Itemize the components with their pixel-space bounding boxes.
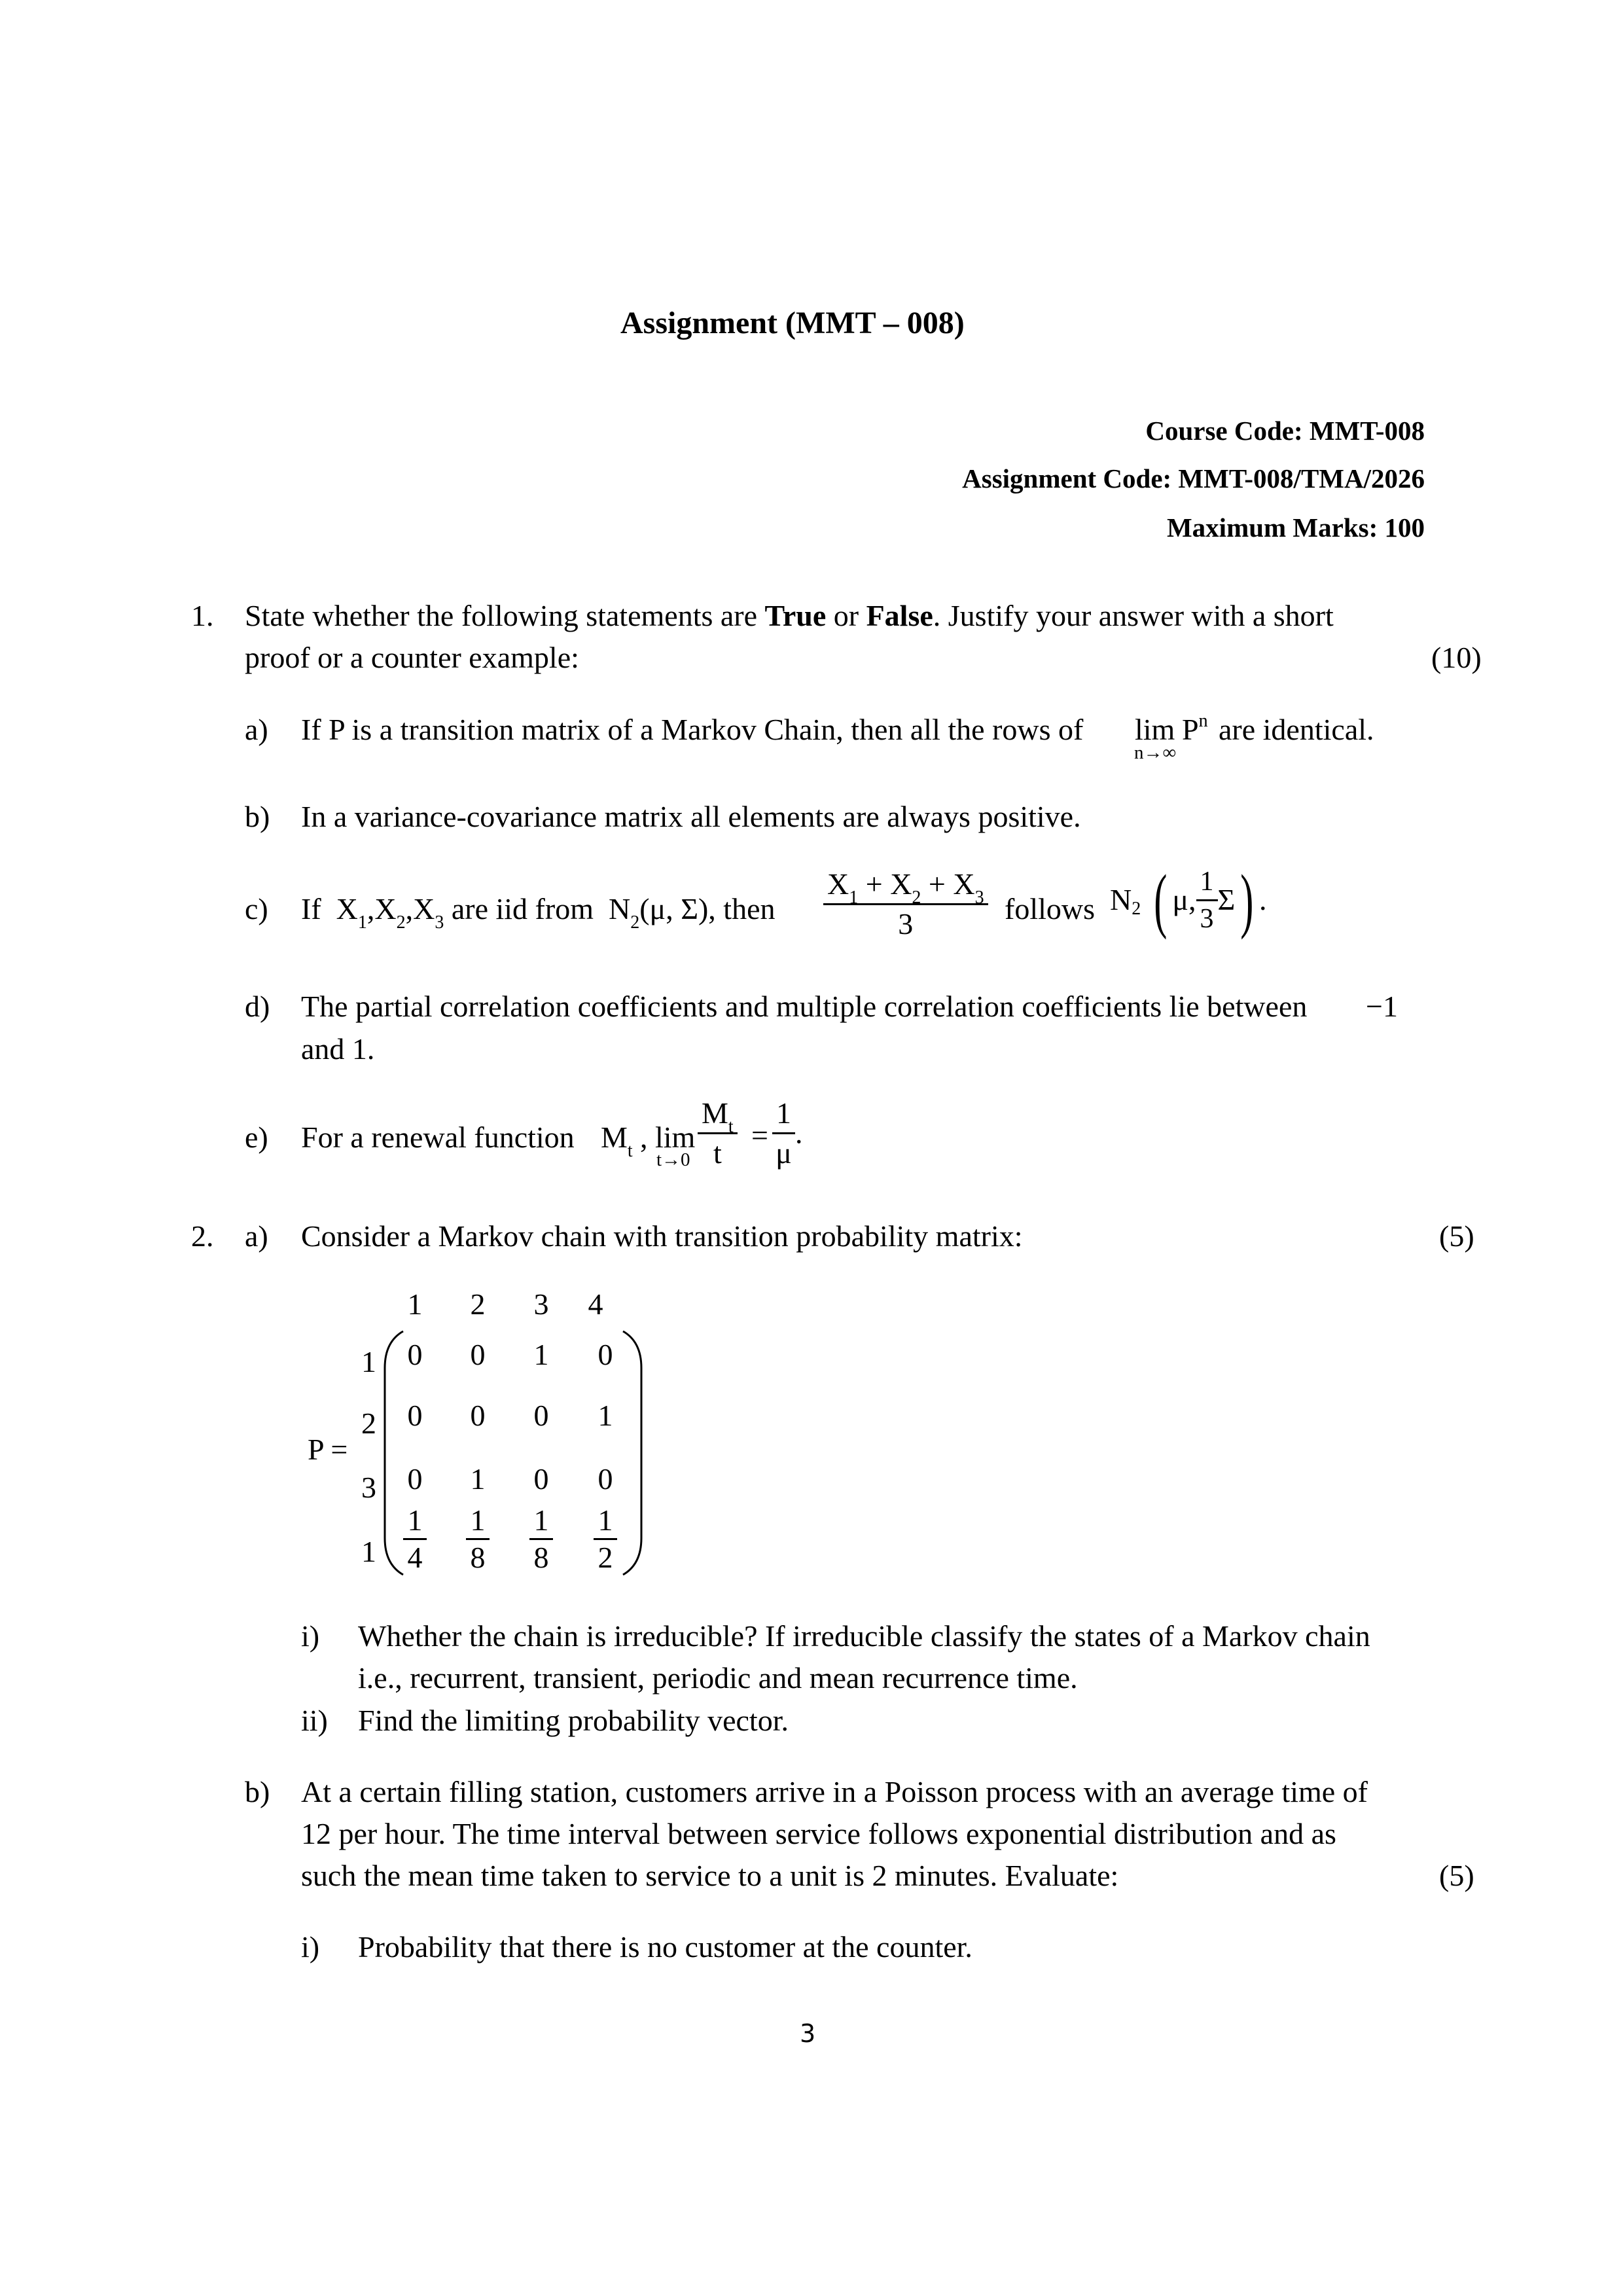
assignment-code: Assignment Code: MMT-008/TMA/2026 [962, 463, 1425, 493]
q1c-X3-sub: 3 [435, 912, 444, 933]
page-title: Assignment (MMT – 008) [620, 306, 965, 340]
q1c-num-s2: 2 [912, 888, 921, 908]
q1-marks: (10) [1431, 641, 1482, 674]
q1e-lim: , lim [640, 1121, 696, 1154]
q1b-text: In a variance-covariance matrix all elements are always positive. [301, 800, 1081, 833]
matrix-P-label: P = [308, 1433, 348, 1466]
q1d-line2: and 1. [301, 1032, 375, 1066]
q2a-ii-label: ii) [301, 1704, 328, 1737]
matrix-cell: 0 [597, 1338, 613, 1371]
q1c-iid: are iid from [451, 892, 594, 925]
q1e-rhs-den: μ [776, 1136, 792, 1170]
fraction-numerator: 1 [403, 1505, 427, 1540]
q1c-X3: X [413, 892, 435, 925]
matrix-cell: 0 [470, 1399, 486, 1432]
col-header: 1 [407, 1287, 423, 1321]
q2a-label: a) [245, 1219, 268, 1253]
matrix-cell: 0 [407, 1399, 423, 1432]
matrix-cell: 1 [597, 1399, 613, 1432]
q1c-third-den: 3 [1200, 903, 1214, 934]
q2a-i-line1: Whether the chain is irreducible? If irreducible classify the states of a Markov chain [358, 1619, 1370, 1653]
q1e-ratio-den: t [713, 1136, 722, 1170]
q1c-result-mu: μ, [1172, 883, 1196, 916]
q1c-num-X1: X [827, 867, 849, 901]
matrix-cell: 1 [533, 1338, 549, 1371]
q1-number: 1. [191, 599, 214, 632]
q2a-i-line2: i.e., recurrent, transient, periodic and mean recurrence time. [358, 1661, 1078, 1695]
q1c-X1: X [336, 892, 358, 925]
q1c-frac-den: 3 [898, 907, 914, 941]
q1a-label: a) [245, 713, 268, 746]
q1e-ratio-M: M [702, 1096, 728, 1130]
q1c-result-N: N [1110, 883, 1132, 916]
q2b-i-text: Probability that there is no customer at the counter. [358, 1930, 972, 1964]
matrix-cell: 0 [470, 1338, 486, 1371]
q2a-ii-text: Find the limiting probability vector. [358, 1704, 789, 1737]
maximum-marks: Maximum Marks: 100 [1166, 512, 1425, 543]
fraction-denominator: 2 [597, 1541, 613, 1574]
q1c-X1-sub: 1 [357, 912, 367, 933]
q1c-num-X2: X [890, 867, 912, 901]
row-label: 3 [361, 1471, 376, 1504]
false-word: False [866, 599, 933, 632]
matrix-cell: 0 [597, 1462, 613, 1496]
matrix-cell: 1 [470, 1462, 486, 1496]
or-word: or [826, 599, 866, 632]
q1c-N-sub: 2 [630, 912, 640, 933]
q1c-X2-sub: 2 [396, 912, 406, 933]
q1a-lim-sub: n→∞ [1134, 742, 1177, 763]
q1e-M-letter: M [601, 1121, 628, 1154]
q1e-equals: = [751, 1119, 768, 1152]
matrix-cell: 0 [533, 1399, 549, 1432]
q1-intro-line2: proof or a counter example: [245, 641, 579, 674]
matrix-fraction-cell [522, 1505, 561, 1573]
q1c-comma2: , [405, 892, 414, 925]
q1e-lim-sub: t→0 [656, 1149, 690, 1170]
right-paren-icon: ) [1240, 860, 1254, 940]
fraction-numerator: 1 [466, 1505, 490, 1540]
fraction-denominator: 4 [407, 1541, 423, 1574]
row-label: 1 [361, 1345, 376, 1378]
row-label: 1 [361, 1535, 376, 1568]
fraction-numerator: 1 [529, 1505, 553, 1540]
q1e-label: e) [245, 1121, 268, 1154]
q1c-dist-args: (μ, Σ) [639, 892, 709, 925]
q1c-num-plus2: + [921, 867, 954, 901]
q1e-period: . [795, 1116, 803, 1150]
course-code: Course Code: MMT-008 [1145, 416, 1425, 446]
matrix-cell: 0 [407, 1462, 423, 1496]
q2b-marks: (5) [1439, 1859, 1474, 1892]
page-number: 3 [800, 2019, 816, 2048]
q1c-result-N-sub: 2 [1132, 899, 1141, 919]
q2b-i-label: i) [301, 1930, 320, 1964]
q1a-P-letter: P [1182, 713, 1199, 746]
q2b-line1: At a certain filling station, customers arrive in a Poisson process with an average time of [301, 1775, 1368, 1808]
q1e-ratio-sub: t [728, 1117, 734, 1137]
q1a-lim: lim [1135, 713, 1175, 746]
q1c-comma1: , [366, 892, 375, 925]
q1c-third-num: 1 [1196, 868, 1218, 901]
q1-intro-b: . Justify your answer with a short [933, 599, 1334, 632]
q1d-line1: The partial correlation coefficients and multiple correlation coefficients lie between [301, 990, 1308, 1023]
q1c-num-s1: 1 [849, 888, 859, 908]
q1a-tail: are identical. [1219, 713, 1374, 746]
col-header: 4 [588, 1287, 603, 1321]
q2b-line2: 12 per hour. The time interval between service follows exponential distribution and as [301, 1817, 1336, 1850]
q1a-text: If P is a transition matrix of a Markov Chain, then all the rows of [301, 713, 1084, 746]
q2a-marks: (5) [1439, 1219, 1474, 1253]
q1c-label: c) [245, 892, 268, 925]
left-paren-icon: ( [1153, 860, 1168, 940]
matrix-fraction-cell [586, 1505, 625, 1573]
true-word: True [764, 599, 827, 632]
q1-intro-a: State whether the following statements are [245, 599, 765, 632]
q1e-text: For a renewal function [301, 1121, 575, 1154]
q1e-M-sub: t [627, 1141, 633, 1161]
fraction-numerator: 1 [594, 1505, 617, 1540]
col-header: 2 [470, 1287, 486, 1321]
q1c-period: . [1258, 883, 1267, 916]
q1c-X2: X [374, 892, 397, 925]
q1e-rhs-num: 1 [772, 1098, 795, 1134]
q1c-then: , then [708, 892, 776, 925]
q1d-label: d) [245, 990, 270, 1023]
q2a-i-label: i) [301, 1619, 320, 1653]
row-label: 2 [361, 1407, 376, 1440]
q1c-num-X3: X [953, 867, 975, 901]
fraction-denominator: 8 [470, 1541, 486, 1574]
col-header: 3 [533, 1287, 549, 1321]
q1c-N: N [608, 892, 631, 925]
q2b-label: b) [245, 1775, 270, 1808]
q1c-num-s3: 3 [974, 888, 984, 908]
q1a-P-exponent: n [1198, 711, 1208, 731]
q2a-text: Consider a Markov chain with transition probability matrix: [301, 1219, 1023, 1253]
matrix-fraction-cell [395, 1505, 435, 1573]
q1d-minus-one: −1 [1366, 990, 1398, 1023]
q2b-line3: such the mean time taken to service to a unit is 2 minutes. Evaluate: [301, 1859, 1119, 1892]
q1c-result-sigma: Σ [1217, 883, 1236, 916]
matrix-fraction-cell [458, 1505, 497, 1573]
q1b-label: b) [245, 800, 270, 833]
q1c-if: If [301, 892, 321, 925]
q2-number: 2. [191, 1219, 214, 1253]
q1c-follows: follows [1005, 892, 1095, 925]
matrix-cell: 0 [533, 1462, 549, 1496]
q1c-num-plus1: + [858, 867, 891, 901]
matrix-cell: 0 [407, 1338, 423, 1371]
fraction-denominator: 8 [533, 1541, 549, 1574]
